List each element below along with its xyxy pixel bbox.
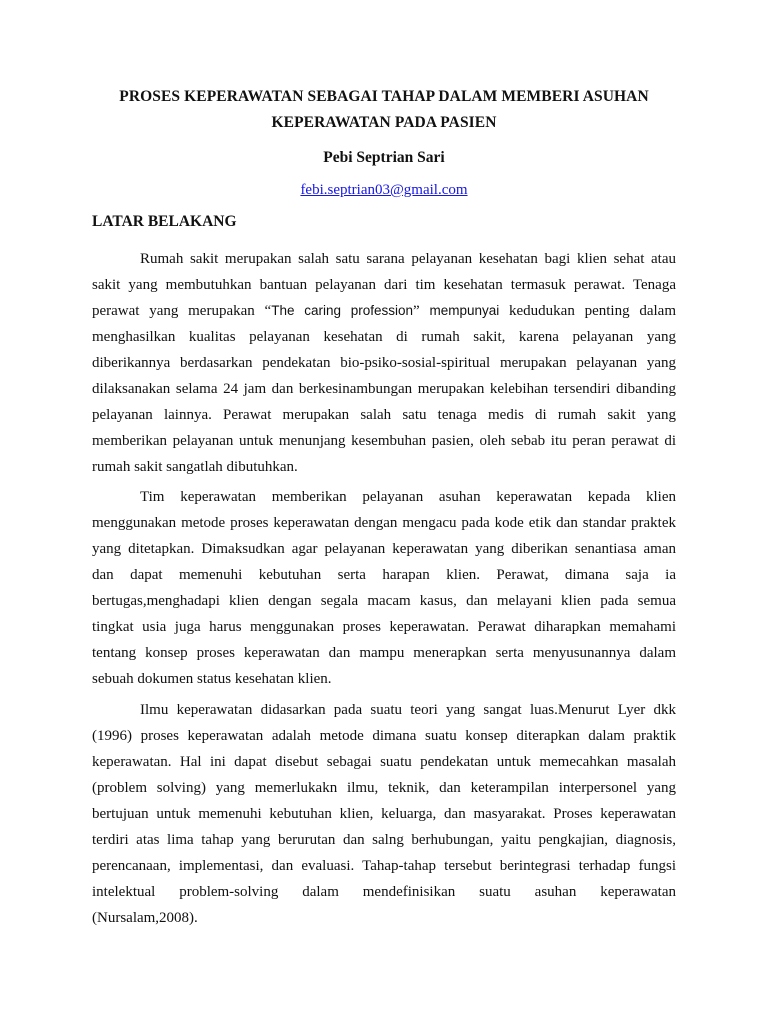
paragraph-line: bertugas,menghadapi klien dengan segala macam kasus, dan melayani klien pada semua [92, 593, 676, 609]
paragraph-line: tentang konsep proses keperawatan dan mampu menerapkan serta menyusunannya dalam [92, 645, 676, 661]
document-title [60, 84, 708, 136]
quoted-phrase: The caring profession [271, 303, 414, 318]
paragraph-line: yang ditetapkan. Dimaksudkan agar pelayanan keperawatan yang diberikan senantiasa aman [92, 541, 676, 557]
paragraph-line: sebuah dokumen status kesehatan klien. [92, 671, 332, 687]
paragraph-line: perencanaan, implementasi, dan evaluasi. Tahap-tahap tersebut berintegrasi terhadap fungsi [92, 858, 676, 874]
quote-prefix: perawat yang merupakan “ [92, 303, 272, 319]
paragraph-line: menghasilkan kualitas pelayanan kesehatan di rumah sakit, karena pelayanan yang [92, 329, 676, 345]
paragraph-line: rumah sakit sangatlah dibutuhkan. [92, 459, 298, 475]
paragraph-line: keperawatan. Hal ini dapat disebut sebagai suatu pendekatan untuk memecahkan masalah [92, 754, 676, 770]
quote-suffix: kedudukan penting dalam [499, 303, 676, 319]
quoted-word: mempunyai [429, 303, 500, 318]
paragraph-line: pelayanan lainnya. Perawat merupakan salah satu tenaga medis di rumah sakit yang [92, 407, 676, 423]
paragraph-3 [92, 697, 676, 931]
section-heading: LATAR BELAKANG [92, 213, 237, 230]
paragraph-line: (Nursalam,2008). [92, 910, 198, 926]
paragraph-line: Tim keperawatan memberikan pelayanan asuhan keperawatan kepada klien [140, 489, 676, 505]
paragraph-line: diberikannya berdasarkan pendekatan bio-psiko-sosial-spiritual merupakan pelayanan yang [92, 355, 676, 371]
paragraph-line: Ilmu keperawatan didasarkan pada suatu teori yang sangat luas.Menurut Lyer dkk [140, 702, 676, 718]
paragraph-line: memberikan pelayanan untuk menunjang kesembuhan pasien, oleh sebab itu peran perawat di [92, 433, 676, 449]
author-name: Pebi Septrian Sari [323, 149, 445, 166]
paragraph-line: dilaksanakan selama 24 jam dan berkesinambungan merupakan kelebihan tersendiri dibanding [92, 381, 676, 397]
paragraph-2 [92, 484, 676, 692]
paragraph-line: dan dapat memenuhi kebutuhan serta harapan klien. Perawat, dimana saja ia [92, 567, 676, 583]
author-email [60, 179, 708, 201]
paragraph-line: (1996) proses keperawatan adalah metode dimana suatu konsep diterapkan dalam praktik [92, 728, 676, 744]
paragraph-1 [92, 246, 676, 480]
paragraph-line: Rumah sakit merupakan salah satu sarana pelayanan kesehatan bagi klien sehat atau [140, 251, 676, 267]
paragraph-line: (problem solving) yang memerlukakn ilmu, teknik, dan keterampilan interpersonel yang [92, 780, 676, 796]
paragraph-line: sakit yang membutuhkan bantuan pelayanan dari tim kesehatan termasuk perawat. Tenaga [92, 277, 676, 293]
quote-close: ” [413, 303, 430, 319]
paragraph-line: menggunakan metode proses keperawatan dengan mengacu pada kode etik dan standar praktek [92, 515, 676, 531]
paragraph-line-quote [92, 298, 676, 324]
paragraph-line: intelektual problem-solving dalam mendefinisikan suatu asuhan keperawatan [92, 884, 676, 900]
paragraph-line: bertujuan untuk memenuhi kebutuhan klien, keluarga, dan masyarakat. Proses keperawatan [92, 806, 676, 822]
title-line-2: KEPERAWATAN PADA PASIEN [271, 114, 497, 131]
paragraph-line: terdiri atas lima tahap yang berurutan dan salng berhubungan, yaitu pengkajian, diagnosis, [92, 832, 676, 848]
paragraph-line: tingkat usia juga harus menggunakan proses keperawatan. Perawat diharapkan memahami [92, 619, 676, 635]
title-line-1: PROSES KEPERAWATAN SEBAGAI TAHAP DALAM MEMBERI ASUHAN [119, 88, 649, 105]
email-link[interactable]: febi.septrian03@gmail.com [300, 182, 468, 198]
